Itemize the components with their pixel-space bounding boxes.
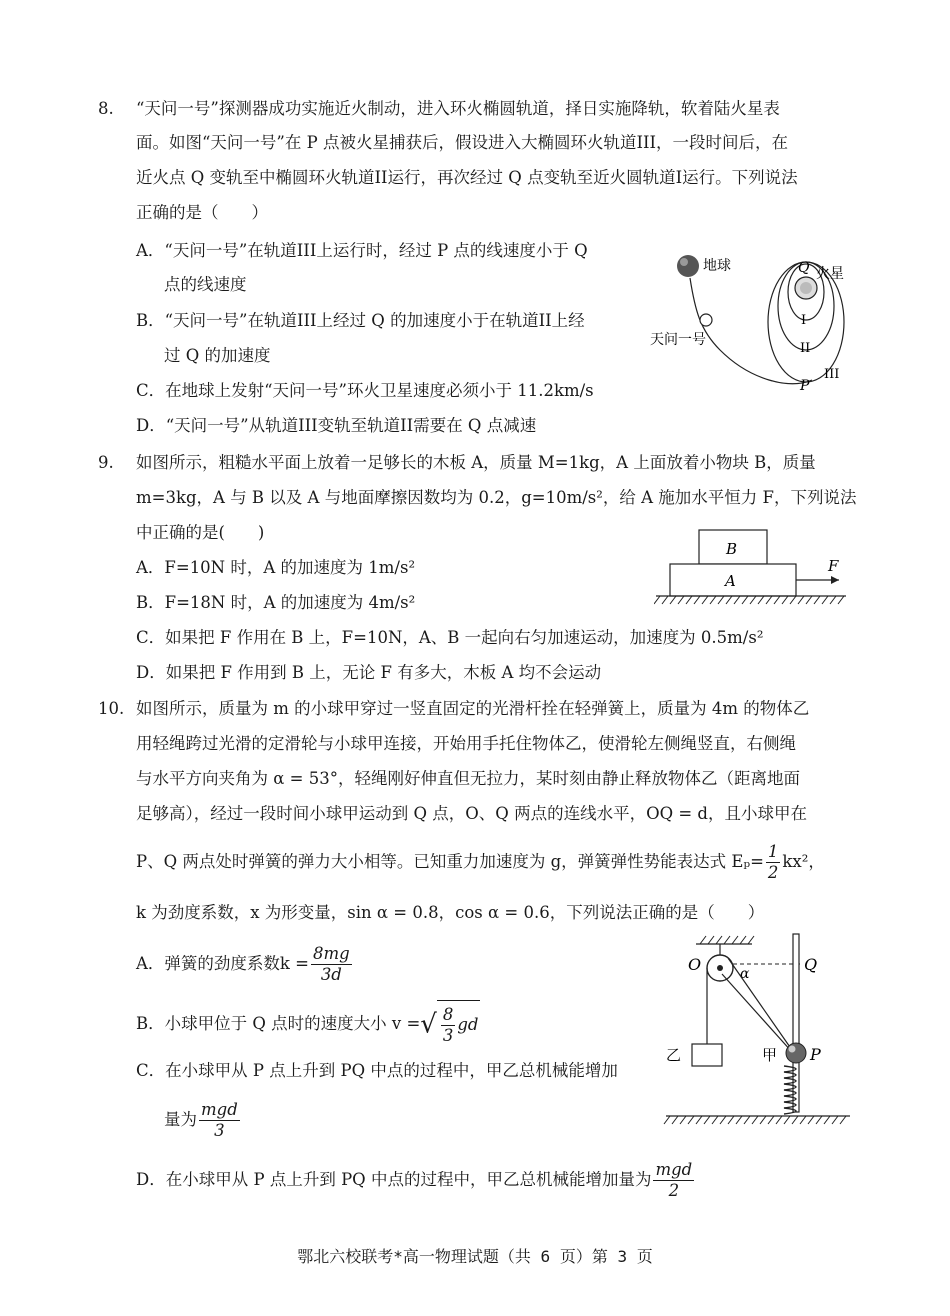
q9-blocks-figure [654,528,854,614]
object-yi [692,1044,722,1066]
probe-label: 天问一号 [650,332,706,348]
stiffness-fraction [311,944,352,985]
q10-option-c: C．在小球甲从 P 点上升到 PQ 中点的过程中，甲乙总机械能增加 [136,1061,618,1080]
q10-stem5-suffix: kx²， [782,852,825,871]
q9-option-a: A．F=10N 时，A 的加速度为 1m/s² [136,558,416,577]
earth-label: 地球 [703,258,731,274]
probe-icon [700,314,712,326]
q9-stem-line: 中正确的是( ) [136,523,265,542]
q8-option-d: D．“天问一号”从轨道III变轨至轨道II需要在 Q 点减速 [136,416,537,435]
ball-jia [786,1043,806,1063]
ground-hatch [654,596,844,604]
q10-stem-line: 用轻绳跨过光滑的定滑轮与小球甲连接，开始用手托住物体乙，使滑轮左侧绳竖直，右侧绳 [136,734,796,753]
sqrt-icon: √ [420,1009,437,1040]
frac-den: 3 [442,1026,454,1045]
block-b-label: B [726,540,738,558]
point-p-label: P [800,378,810,394]
q9-option-d: D．如果把 F 作用到 B 上，无论 F 有多大，木板 A 均不会运动 [136,663,602,682]
point-p-label: P [810,1045,821,1064]
q8-option-a: A．“天问一号”在轨道III上运行时，经过 P 点的线速度小于 Q [136,241,588,260]
half-fraction [766,842,781,883]
board-a-label: A [725,572,736,590]
ground-hatch [664,1116,846,1124]
q9-stem-line: m=3kg，A 与 B 以及 A 与地面摩擦因数均为 0.2，g=10m/s²，给 A 施加水平恒力 F，下列说法 [136,488,857,507]
energy-fraction-d [653,1160,694,1201]
frac-den: 3d [320,965,342,984]
q8-option-b: B．“天问一号”在轨道III上经过 Q 的加速度小于在轨道II上经 [136,311,585,330]
half-den: 2 [767,863,779,882]
force-label: F [828,557,839,575]
q10-number: 10. [98,699,125,718]
alpha-label: α [740,966,750,982]
orbit-1-label: I [801,313,807,328]
transfer-path [690,278,812,384]
q10-option-b [136,1000,480,1049]
half-num: 1 [767,842,779,861]
earth-icon [677,255,699,277]
point-o-label: O [688,955,702,974]
q8-stem-line: “天问一号”探测器成功实施近火制动，进入环火椭圆轨道，择日实施降轨，软着陆火星表 [136,99,780,118]
q10-stem-line: 与水平方向夹角为 α = 53°，轻绳刚好伸直但无拉力，某时刻由静止释放物体乙（距离地面 [136,769,800,788]
frac-num: 8 [442,1005,454,1024]
q8-number: 8. [98,99,114,118]
q10-option-a-text: A．弹簧的劲度系数k = [136,954,309,973]
point-q-label: Q [804,955,818,974]
q10-option-d [136,1156,696,1204]
q8-option-c: C．在地球上发射“天问一号”环火卫星速度必须小于 11.2km/s [136,381,594,400]
q10-option-c-cont [164,1096,242,1144]
q8-option-a-cont: 点的线速度 [164,275,247,294]
energy-fraction-c [199,1100,240,1141]
page-footer: 鄂北六校联考*高一物理试题（共 6 页）第 3 页 [297,1247,653,1266]
frac-num: 8mg [312,944,350,963]
q9-stem-line: 如图所示，粗糙水平面上放着一足够长的木板 A，质量 M=1kg，A 上面放着小物块 B，质量 [136,453,816,472]
mars-label: 火星 [816,266,844,282]
q8-orbit-figure [640,240,870,400]
q10-option-b-text: B．小球甲位于 Q 点时的速度大小 v = [136,1014,421,1033]
frac-den: 3 [214,1121,225,1140]
sqrt-body [437,1000,481,1049]
orbit-2-label: II [800,341,811,356]
ball-jia-label: 甲 [762,1046,778,1064]
q10-stem-line: 足够高），经过一段时间小球甲运动到 Q 点，O、Q 两点的连线水平，OQ = d，且小球甲在 [136,804,807,823]
q10-stem5-prefix: P、Q 两点处时弹簧的弹力大小相等。已知重力加速度为 g，弹簧弹性势能表达式 Eₚ= [136,852,764,871]
orbit-3-label: III [824,367,840,382]
sqrt-suffix: gd [457,1015,479,1034]
q8-stem-line: 近火点 Q 变轨至中椭圆环火轨道II运行，再次经过 Q 点变轨至近火圆轨道I运行。下列说法 [136,168,798,187]
q10-option-d-text: D．在小球甲从 P 点上升到 PQ 中点的过程中，甲乙总机械能增加量为 [136,1170,652,1189]
q10-option-a [136,940,354,988]
object-yi-label: 乙 [666,1046,682,1064]
frac-num: mgd [201,1100,238,1119]
frac-den: 2 [668,1181,680,1200]
speed-fraction [441,1005,456,1046]
q10-option-c-text: 量为 [164,1110,197,1129]
q10-pulley-figure [660,930,860,1130]
point-q-label: Q [798,260,810,276]
q8-stem-line: 正确的是（ ） [136,203,268,222]
right-rope [728,958,792,1050]
q10-stem-line-5 [136,842,825,883]
frac-num: mgd [655,1160,693,1179]
q8-option-b-cont: 过 Q 的加速度 [164,346,271,365]
q9-option-c: C．如果把 F 作用在 B 上，F=10N，A、B 一起向右匀加速运动，加速度为 0.5m/s² [136,628,764,647]
q9-number: 9. [98,453,114,472]
q10-stem-line-6: k 为劲度系数，x 为形变量，sin α = 0.8，cos α = 0.6，下列说法正确的是（ ） [136,903,765,922]
q10-stem-line: 如图所示，质量为 m 的小球甲穿过一竖直固定的光滑杆拴在轻弹簧上，质量为 4m 的物体乙 [136,699,810,718]
q9-option-b: B．F=18N 时，A 的加速度为 4m/s² [136,593,416,612]
q8-stem-line: 面。如图“天问一号”在 P 点被火星捕获后，假设进入大椭圆环火轨道III，一段时间后，在 [136,133,789,152]
